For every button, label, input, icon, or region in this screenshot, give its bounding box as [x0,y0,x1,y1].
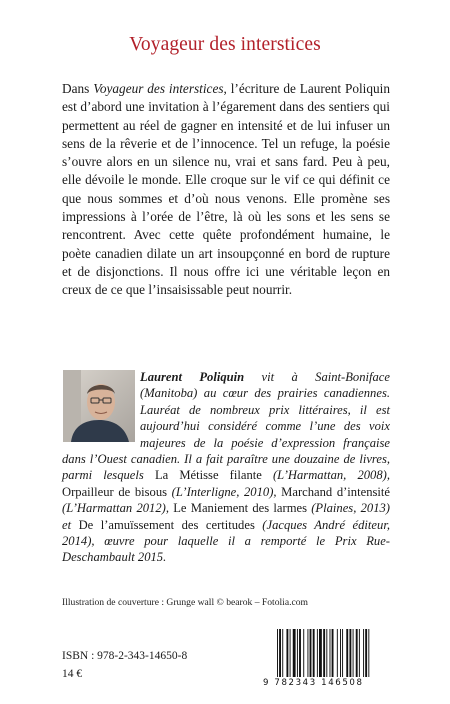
bio-work-2: Orpailleur de bisous [62,484,168,499]
blurb-text: , l’écriture de Laurent Poliquin est d’abord une invitation à l’égarement dans des sentiers qui permettent au réel de gagner en intensité et de lui infuser un sens de la rêverie et de l’innocence. Tel un refuge, la poésie s’ouvre alors en un silence nu, vrai et sans fard. Peu à peu, elle dévoile le monde. Elle croque sur le vif ce qui définit ce que nous sommes et d’où nous venons. Elle promène ses impressions à l’orée de l’être, là où les sons et les sens se rencontrent. Avec cette quête profondément humaine, le poète canadien dilate un art insoupçonné en bord de rupture et de disjonctions. Il nous offre ici une véritable leçon en creux de ce que l’insaisissable peut nourrir. [62,81,391,298]
bio-work-1: La Métisse filante [154,468,262,483]
bio-work-5: De l’amuïssement des certitudes [78,517,255,532]
author-name: Laurent Poliquin [140,370,245,384]
bio-text-1: vit à Saint-Boniface (Manitoba) au cœur des prairies canadiennes. Lauréat de nombreux prix littéraires, il est aujourd’hui considéré comme l’une des voix majeures de la poésie d’expression française dans l’Ouest canadien. Il a fait paraître une douzaine de livres, parmi lesquels [62,370,390,483]
bio-text-6: (Jacques André éditeur, 2014), œuvre pour laquelle il a remporté le Prix Rue-Deschambault 2015. [62,517,390,565]
bio-work-4: Le Maniement des larmes [173,501,307,516]
isbn: ISBN : 978-2-343-14650-8 [62,650,188,662]
bio-text-4: (L’Harmattan 2012), [62,501,174,516]
author-biography [62,369,390,566]
price: 14 € [62,668,83,680]
blurb-lead: Dans [62,81,94,96]
book-title: Voyageur des interstices [129,34,321,55]
bio-text-5: (Plaines, 2013) et [62,501,390,532]
bio-text-2: (L’Harmattan, 2008), [261,468,390,483]
bio-text-3: (L’Interligne, 2010), [167,484,282,499]
blurb-book-title: Voyageur des interstices [93,81,224,96]
bio-work-3: Marchand d’intensité [281,484,390,499]
back-cover-blurb [62,80,390,300]
cover-illustration-credit: Illustration de couverture : Grunge wall © bearok – Fotolia.com [62,597,308,608]
barcode-digits: 9 782343 146508 [263,678,364,688]
